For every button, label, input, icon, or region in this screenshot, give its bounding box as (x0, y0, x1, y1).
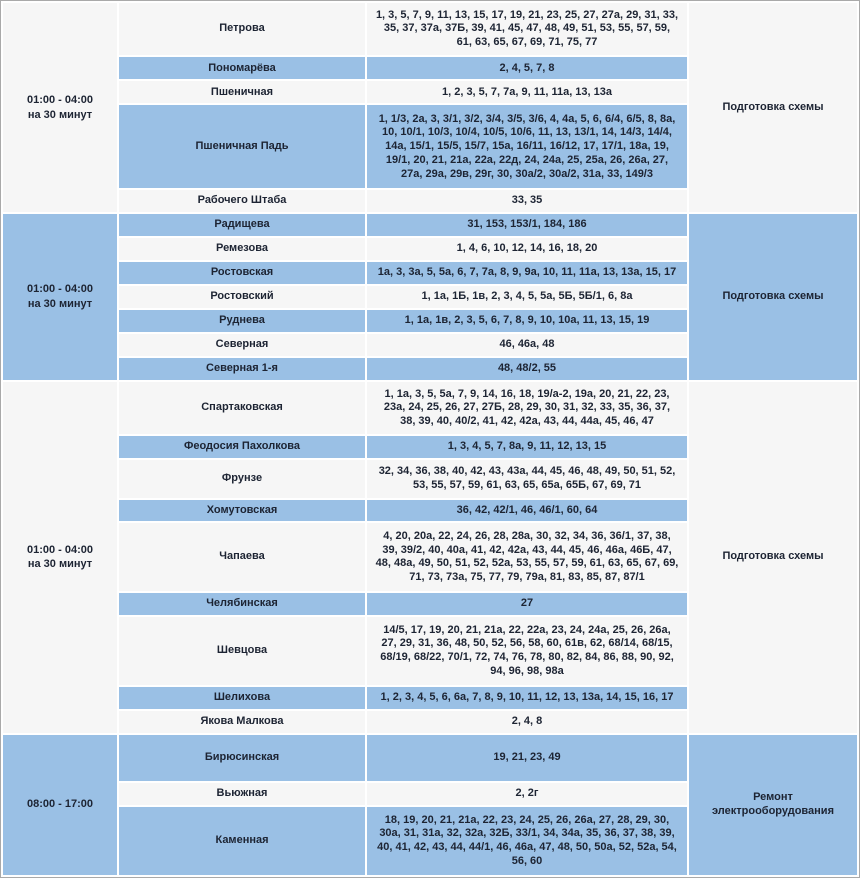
time-range-cell (3, 735, 117, 875)
table-row (3, 214, 857, 236)
house-numbers-cell: 2, 2г (367, 783, 687, 805)
house-numbers-cell: 1, 3, 5, 7, 9, 11, 13, 15, 17, 19, 21, 23, 25, 27, 27а, 29, 31, 33, 35, 37, 37а, 37Б, 39, 41, 45, 47, 48, 49, 51, 53, 55, 57, 59, 61, 63, 65, 67, 69, 71, 75, 77 (367, 3, 687, 55)
street-name-cell: Вьюжная (119, 783, 365, 805)
house-numbers-cell: 2, 4, 5, 7, 8 (367, 57, 687, 79)
house-numbers-cell: 27 (367, 593, 687, 615)
house-numbers-cell: 48, 48/2, 55 (367, 358, 687, 380)
house-numbers-cell: 1, 1а, 1Б, 1в, 2, 3, 4, 5, 5а, 5Б, 5Б/1, 6, 8а (367, 286, 687, 308)
house-numbers-cell: 46, 46а, 48 (367, 334, 687, 356)
street-name-cell: Рабочего Штаба (119, 190, 365, 212)
time-range-cell (3, 382, 117, 733)
time-duration-note: на 30 минут (27, 108, 93, 121)
house-numbers-cell: 33, 35 (367, 190, 687, 212)
house-numbers-cell: 1, 1/3, 2а, 3, 3/1, 3/2, 3/4, 3/5, 3/6, 4, 4а, 5, 6, 6/4, 6/5, 8, 8а, 10, 10/1, 10/3, 10/4, 10/5, 10/6, 11, 13, 13/1, 14, 14/3, 14/4, 14а, 15/1, 15/5, 15/7, 15а, 16/11, 16/12, 17, 17/1, 18а, 19, 19/1, 20, 21, 21а, 22а, 22д, 24, 24а, 25, 25а, 26, 26а, 27, 27а, 29а, 29в, 29г, 30, 30а/2, 30а/2, 31а, 33, 149/3 (367, 105, 687, 188)
house-numbers-cell: 4, 20, 20а, 22, 24, 26, 28, 28а, 30, 32, 34, 36, 36/1, 37, 38, 39, 39/2, 40, 40а, 41, 42, 42а, 43, 44, 45, 46, 46а, 46Б, 47, 48, 48а, 49, 50, 51, 52, 52а, 53, 55, 57, 59, 61, 63, 65, 67, 69, 71, 73, 73а, 75, 77, 79, 79а, 81, 83, 85, 87, 87/1 (367, 523, 687, 591)
table-row (3, 3, 857, 55)
street-name-cell: Пономарёва (119, 57, 365, 79)
street-name-cell: Спартаковская (119, 382, 365, 434)
house-numbers-cell: 1а, 3, 3а, 5, 5а, 6, 7, 7а, 8, 9, 9а, 10, 11, 11а, 13, 13а, 15, 17 (367, 262, 687, 284)
house-numbers-cell: 1, 2, 3, 4, 5, 6, 6а, 7, 8, 9, 10, 11, 12, 13, 13а, 14, 15, 16, 17 (367, 687, 687, 709)
street-name-cell: Феодосия Пахолкова (119, 436, 365, 458)
time-duration-note: на 30 минут (27, 298, 93, 311)
work-type-cell: Ремонт электрооборудования (689, 735, 857, 875)
time-range-text: 01:00 - 04:00 (26, 93, 94, 106)
house-numbers-cell: 18, 19, 20, 21, 21а, 22, 23, 24, 25, 26, 26а, 27, 28, 29, 30, 30а, 31, 31а, 32, 32а, 32Б, 33/1, 34, 34а, 35, 36, 37, 38, 39, 40, 41, 42, 43, 44, 44/1, 46, 46а, 47, 48, 50, 50а, 52, 52а, 54, 56, 60 (367, 807, 687, 875)
street-name-cell: Чапаева (119, 523, 365, 591)
house-numbers-cell: 31, 153, 153/1, 184, 186 (367, 214, 687, 236)
time-range-text: 01:00 - 04:00 (26, 543, 94, 556)
street-name-cell: Петрова (119, 3, 365, 55)
house-numbers-cell: 1, 3, 4, 5, 7, 8а, 9, 11, 12, 13, 15 (367, 436, 687, 458)
street-name-cell: Бирюсинская (119, 735, 365, 781)
table-row (3, 382, 857, 434)
street-name-cell: Пшеничная Падь (119, 105, 365, 188)
street-name-cell: Челябинская (119, 593, 365, 615)
schedule-table-body (3, 3, 857, 875)
street-name-cell: Фрунзе (119, 460, 365, 497)
house-numbers-cell: 32, 34, 36, 38, 40, 42, 43, 43а, 44, 45, 46, 48, 49, 50, 51, 52, 53, 55, 57, 59, 61, 63, 65, 65а, 65Б, 67, 69, 71 (367, 460, 687, 497)
work-type-cell: Подготовка схемы (689, 382, 857, 733)
time-duration-note: на 30 минут (27, 558, 93, 571)
street-name-cell: Руднева (119, 310, 365, 332)
street-name-cell: Ремезова (119, 238, 365, 260)
time-range-text: 08:00 - 17:00 (26, 798, 94, 811)
house-numbers-cell: 1, 1а, 3, 5, 5а, 7, 9, 14, 16, 18, 19/а-2, 19а, 20, 21, 22, 23, 23а, 24, 25, 26, 27, 27Б, 28, 29, 30, 31, 32, 33, 35, 36, 37, 38, 39, 40, 40/2, 41, 42, 42а, 43, 44, 44а, 45, 46, 47 (367, 382, 687, 434)
street-name-cell: Ростовский (119, 286, 365, 308)
street-name-cell: Шевцова (119, 617, 365, 685)
time-range-cell (3, 214, 117, 380)
street-name-cell: Якова Малкова (119, 711, 365, 733)
street-name-cell: Пшеничная (119, 81, 365, 103)
house-numbers-cell: 19, 21, 23, 49 (367, 735, 687, 781)
street-name-cell: Хомутовская (119, 500, 365, 522)
house-numbers-cell: 36, 42, 42/1, 46, 46/1, 60, 64 (367, 500, 687, 522)
time-range-text: 01:00 - 04:00 (26, 283, 94, 296)
work-type-cell: Подготовка схемы (689, 214, 857, 380)
work-type-cell: Подготовка схемы (689, 3, 857, 212)
time-range-cell (3, 3, 117, 212)
house-numbers-cell: 1, 4, 6, 10, 12, 14, 16, 18, 20 (367, 238, 687, 260)
house-numbers-cell: 1, 1а, 1в, 2, 3, 5, 6, 7, 8, 9, 10, 10а, 11, 13, 15, 19 (367, 310, 687, 332)
table-row (3, 735, 857, 781)
house-numbers-cell: 2, 4, 8 (367, 711, 687, 733)
street-name-cell: Шелихова (119, 687, 365, 709)
street-name-cell: Северная 1-я (119, 358, 365, 380)
street-name-cell: Радищева (119, 214, 365, 236)
house-numbers-cell: 14/5, 17, 19, 20, 21, 21а, 22, 22а, 23, 24, 24а, 25, 26, 26а, 27, 29, 31, 36, 48, 50, 52, 56, 58, 60, 61в, 62, 68/14, 68/15, 68/19, 68/22, 70/1, 72, 74, 76, 78, 80, 82, 84, 86, 88, 90, 92, 94, 96, 98, 98а (367, 617, 687, 685)
street-name-cell: Ростовская (119, 262, 365, 284)
street-name-cell: Каменная (119, 807, 365, 875)
street-name-cell: Северная (119, 334, 365, 356)
house-numbers-cell: 1, 2, 3, 5, 7, 7а, 9, 11, 11а, 13, 13а (367, 81, 687, 103)
